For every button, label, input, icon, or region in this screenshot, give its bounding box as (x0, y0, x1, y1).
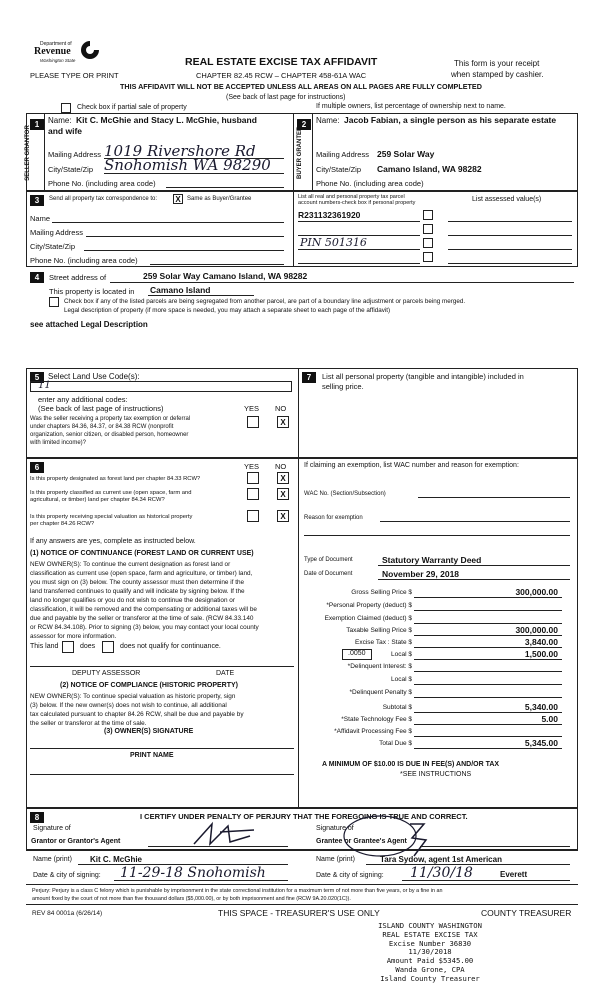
grantor-signature-mark (190, 818, 260, 848)
notice-compliance-title: (2) NOTICE OF COMPLIANCE (HISTORIC PROPERTY) (60, 682, 238, 689)
print-note: PLEASE TYPE OR PRINT (30, 71, 119, 80)
same-as-buyer-checkbox[interactable]: X (173, 194, 183, 204)
notice-line: land no longer qualifies or you do not wish to continue the designation or (30, 597, 235, 604)
minimum-due-note: A MINIMUM OF $10.00 IS DUE IN FEE(S) AND/OR TAX (322, 761, 500, 768)
seller-name-value: Kit C. McGhie and Stacy L. McGhie, husband (76, 115, 257, 125)
corr-phone-label: Phone No. (including area code) (30, 256, 138, 265)
exemption-claimed-label: Exemption Claimed (deduct) $ (324, 615, 412, 622)
buyer-name-label: Name: (316, 116, 340, 125)
street-address-label: Street address of (49, 273, 107, 282)
perjury-note-2: amount fixed by the court of not more than five thousand dollars ($5,000.00), or by both imprisonment and fine (RCW 9A.20.020(1C)). (32, 896, 351, 902)
notice-line: classification as current use (open space, farm and agriculture, or timber) land, (30, 570, 253, 577)
notice-line: NEW OWNER(S): To continue special valuation as historic property, sign (30, 693, 236, 700)
buyer-mailing-label: Mailing Address (316, 150, 369, 159)
section-5-yes-header: YES (244, 404, 260, 413)
deputy-date-label: DATE (216, 670, 235, 677)
stamp-line: 11/30/2018 (408, 947, 452, 957)
exemption-q-line-4: with limited income)? (30, 440, 87, 446)
seller-mailing-label: Mailing Address (48, 150, 101, 159)
notice-line: (3) below. If the new owner(s) does not wish to continue, all additional (30, 702, 227, 709)
grantee-city-value: Everett (500, 870, 528, 879)
document-date-label: Date of Document (304, 571, 353, 577)
section-6-no-header: NO (275, 462, 287, 471)
notice-line: NEW OWNER(S): To continue the current designation as forest land or (30, 561, 231, 568)
exemption-q-line-2: under chapters 84.36, 84.37, or 84.38 RCW (nonprofit (30, 424, 174, 430)
logo-swoosh-icon (80, 40, 100, 60)
forest-yes-checkbox[interactable] (247, 472, 259, 484)
stamp-line: ISLAND COUNTY WASHINGTON (378, 921, 482, 930)
grantor-name-print-value: Kit C. McGhie (90, 855, 143, 864)
grantee-name-print-value: Tara Sydow, agent 1st American (380, 855, 502, 864)
buyer-mailing-value: 259 Solar Way (377, 149, 435, 159)
additional-codes-label: enter any additional codes: (38, 395, 128, 404)
notice-line: land transferred continues to qualify and will indicate by signing below. If the (30, 588, 245, 595)
located-in-value: Camano Island (150, 285, 211, 295)
see-back-note: (See back of last page for instructions) (226, 94, 346, 101)
revenue-logo (32, 40, 102, 68)
section-5-no-header: NO (275, 404, 287, 413)
grantor-name-print-label: Name (print) (33, 856, 72, 863)
does-not-label: does not qualify for continuance. (120, 643, 221, 650)
buyer-name-value: Jacob Fabian, a single person as his separate estate (344, 115, 557, 125)
perjury-note-1: Perjury: Perjury is a class C felony which is punishable by imprisonment in the state correctional institution for a maximum term of not more than five years, or by a fine in an (32, 888, 443, 894)
gross-price-label: Gross Selling Price $ (351, 589, 412, 596)
parcel-header-2: account numbers-check box if personal property (298, 200, 416, 206)
total-due-value: 5,345.00 (524, 738, 558, 748)
exemption-no-checkbox[interactable]: X (277, 416, 289, 428)
chapter-reference: CHAPTER 82.45 RCW – CHAPTER 458-61A WAC (196, 71, 367, 80)
historic-no-checkbox[interactable]: X (277, 510, 289, 522)
form-title: REAL ESTATE EXCISE TAX AFFIDAVIT (185, 56, 378, 68)
logo-main-text: Revenue (34, 46, 71, 57)
stamp-line: REAL ESTATE EXCISE TAX (382, 929, 478, 939)
historic-yes-checkbox[interactable] (247, 510, 259, 522)
forest-no-checkbox[interactable]: X (277, 472, 289, 484)
section-1-number: 1 (30, 119, 44, 130)
grantor-date-city-value: 11-29-18 Snohomish (120, 865, 266, 881)
document-type-label: Type of Document (304, 557, 353, 563)
grantee-signature-of: Signature of (316, 825, 354, 832)
tech-fee-label: *State Technology Fee $ (341, 716, 412, 723)
grantee-agent-label: Grantee or Grantee's Agent (316, 838, 407, 845)
certify-statement: I CERTIFY UNDER PENALTY OF PERJURY THAT THE FOREGOING IS TRUE AND CORRECT. (140, 812, 468, 821)
see-instructions-note: *SEE INSTRUCTIONS (400, 771, 472, 778)
exemption-q-line-1: Was the seller receiving a property tax exemption or deferral (30, 416, 191, 422)
grantee-date-value: 11/30/18 (410, 865, 473, 881)
segregated-label: Check box if any of the listed parcels are being segregated from another parcel, are part of a boundary line adjustment or parcels being merged. (64, 298, 466, 305)
this-land-label: This land (30, 643, 59, 650)
logo-state-text: Washington State (40, 58, 76, 63)
delinquent-local-label: Local $ (391, 676, 412, 683)
does-not-checkbox[interactable] (102, 641, 114, 653)
segregated-checkbox[interactable] (49, 297, 59, 307)
grantor-signature-of: Signature of (33, 825, 71, 832)
corr-mailing-label: Mailing Address (30, 228, 83, 237)
notice-line: you must sign on (3) below. The county assessor must then determine if the (30, 579, 245, 586)
treasurer-stamp (340, 922, 520, 984)
land-use-code-value: 11 (38, 380, 51, 391)
parcel-number-1: R231132361920 (298, 210, 361, 220)
excise-state-label: Excise Tax : State $ (355, 639, 412, 646)
deputy-assessor-label: DEPUTY ASSESSOR (72, 670, 141, 677)
legal-description-label: Legal description of property (if more space is needed, you may attach a separate sheet to each page of the affidavit) (64, 307, 391, 314)
notice-line: the seller or transferor at the time of sale. (30, 720, 147, 727)
notice-continuance-title: (1) NOTICE OF CONTINUANCE (FOREST LAND OR CURRENT USE) (30, 550, 254, 557)
excise-local-label: Local $ (391, 651, 412, 658)
current-use-question-2: agricultural, or timber) land per chapter 84.34 RCW? (30, 497, 165, 503)
personal-property-checkbox-2[interactable] (423, 224, 433, 234)
grantee-date-city-label: Date & city of signing: (316, 872, 384, 879)
notice-line: tax calculated pursuant to chapter 84.26 RCW, shall be due and payable by (30, 711, 244, 718)
owner-signature-label: (3) OWNER(S) SIGNATURE (104, 728, 194, 735)
corr-name-label: Name (30, 214, 51, 223)
section-8-number: 8 (30, 812, 44, 823)
same-as-buyer-label: Same as Buyer/Grantee (187, 196, 252, 202)
personal-property-line-1: List all personal property (tangible and intangible) included in (322, 372, 524, 381)
logo-top-text: Department of (40, 41, 72, 47)
section-5-number: 5 (30, 372, 44, 383)
personal-property-checkbox-3[interactable] (423, 238, 433, 248)
grantor-date-city-label: Date & city of signing: (33, 872, 101, 879)
current-use-no-checkbox[interactable]: X (277, 488, 289, 500)
document-date-value: November 29, 2018 (382, 569, 460, 579)
personal-property-line-2: selling price. (322, 382, 364, 391)
land-use-see-back: (See back of last page of instructions) (38, 404, 164, 413)
tech-fee-value: 5.00 (541, 714, 558, 724)
receipt-note-2: when stamped by cashier. (451, 70, 544, 79)
land-use-label: Select Land Use Code(s): (48, 372, 140, 381)
wac-label: WAC No. (Section/Subsection) (304, 491, 386, 497)
historic-question-1: Is this property receiving special valuation as historical property (30, 514, 193, 520)
notice-compliance-body (30, 692, 296, 728)
current-use-question-1: Is this property classified as current use (open space, farm and (30, 490, 192, 496)
notice-continuance-body (30, 560, 296, 641)
parcel-header-1: List all real and personal property tax parcel (298, 194, 405, 200)
taxable-price-label: Taxable Selling Price $ (346, 627, 412, 634)
correspondence-label: Send all property tax correspondence to: (49, 196, 158, 202)
seller-side-label: SELLER GRANTOR (25, 125, 31, 181)
buyer-side-label: BUYER GRANTEE (297, 127, 303, 180)
delinquent-interest-label: *Delinquent Interest: $ (347, 663, 412, 670)
print-name-label: PRINT NAME (130, 752, 174, 759)
subtotal-value: 5,340.00 (524, 702, 558, 712)
multiple-owners-note: If multiple owners, list percentage of ownership next to name. (316, 103, 506, 110)
taxable-price-value: 300,000.00 (515, 625, 558, 635)
if-yes-note: If any answers are yes, complete as instructed below. (30, 538, 196, 545)
grantor-agent-label: Grantor or Grantor's Agent (31, 838, 121, 845)
stamp-line: Wanda Grone, CPA (395, 964, 465, 974)
does-label: does (80, 643, 96, 650)
partial-sale-checkbox[interactable] (61, 103, 71, 113)
buyer-city-value: Camano Island, WA 98282 (377, 164, 482, 174)
reason-label: Reason for exemption (304, 515, 363, 521)
current-use-yes-checkbox[interactable] (247, 488, 259, 500)
grantee-name-print-label: Name (print) (316, 856, 355, 863)
does-checkbox[interactable] (62, 641, 74, 653)
subtotal-label: Subtotal $ (382, 704, 412, 711)
section-7-number: 7 (302, 372, 316, 383)
receipt-note-1: This form is your receipt (454, 59, 540, 68)
buyer-city-label: City/State/Zip (316, 165, 362, 174)
located-in-label: This property is located in (49, 287, 135, 296)
excise-state-value: 3,840.00 (524, 637, 558, 647)
stamp-line: Island County Treasurer (380, 973, 480, 983)
seller-phone-label: Phone No. (including area code) (48, 179, 156, 188)
treasurer-space-label: THIS SPACE - TREASURER'S USE ONLY (218, 908, 380, 918)
total-due-label: Total Due $ (379, 740, 412, 747)
notice-line: due and payable by the seller or transferor at the time of sale. (RCW 84.33.140 (30, 615, 254, 622)
personal-property-deduct-label: *Personal Property (deduct) $ (326, 602, 412, 609)
historic-question-2: per chapter 84.26 RCW? (30, 521, 95, 527)
delinquent-penalty-label: *Delinquent Penalty $ (349, 689, 412, 696)
affidavit-fee-label: *Affidavit Processing Fee $ (334, 728, 412, 735)
buyer-phone-label: Phone No. (including area code) (316, 179, 424, 188)
excise-local-value: 1,500.00 (524, 649, 558, 659)
document-type-value: Statutory Warranty Deed (382, 555, 482, 565)
stamp-line: Excise Number 36830 (388, 938, 472, 948)
parcel-number-2: PIN 501316 (300, 236, 367, 249)
personal-property-checkbox-1[interactable] (423, 210, 433, 220)
land-use-code-field[interactable] (30, 381, 292, 392)
stamp-line: Amount Paid $5345.00 (386, 956, 474, 966)
seller-city-value: Snohomish WA 98290 (104, 156, 271, 174)
legal-description-value: see attached Legal Description (30, 320, 148, 329)
exemption-yes-checkbox[interactable] (247, 416, 259, 428)
warning-text: THIS AFFIDAVIT WILL NOT BE ACCEPTED UNLESS ALL AREAS ON ALL PAGES ARE FULLY COMPLETED (120, 82, 482, 91)
form-number: REV 84 0001a (6/26/14) (32, 910, 103, 917)
seller-city-label: City/State/Zip (48, 165, 94, 174)
section-6-yes-header: YES (244, 462, 260, 471)
section-4-number: 4 (30, 272, 44, 283)
street-address-value: 259 Solar Way Camano Island, WA 98282 (143, 271, 308, 281)
exemption-q-line-3: organization, senior citizen, or disabled person, homeowner (30, 432, 189, 438)
section-6-number: 6 (30, 462, 44, 473)
notice-line: classification, it will be removed and the compensating or additional taxes will be (30, 606, 257, 613)
partial-sale-label: Check box if partial sale of property (77, 104, 187, 111)
forest-land-question: Is this property designated as forest land per chapter 84.33 RCW? (30, 476, 201, 482)
local-rate-value: .0050 (348, 650, 366, 657)
gross-price-value: 300,000.00 (515, 587, 558, 597)
exemption-note: If claiming an exemption, list WAC number and reason for exemption: (304, 462, 519, 469)
county-treasurer-label: COUNTY TREASURER (481, 908, 572, 918)
section-3-number: 3 (30, 195, 44, 206)
personal-property-checkbox-4[interactable] (423, 252, 433, 262)
seller-mailing-value: 1019 Rivershore Rd (104, 142, 256, 160)
seller-name-value-2: and wife (48, 126, 83, 136)
notice-line: assessor for more information. (30, 633, 117, 640)
notice-line: or RCW 84.34.108). Prior to signing (3) below, you may contact your local county (30, 624, 259, 631)
assessed-header: List assessed value(s) (472, 196, 542, 203)
section-2-number: 2 (297, 119, 311, 130)
corr-city-label: City/State/Zip (30, 242, 76, 251)
seller-name-label: Name: (48, 116, 72, 125)
